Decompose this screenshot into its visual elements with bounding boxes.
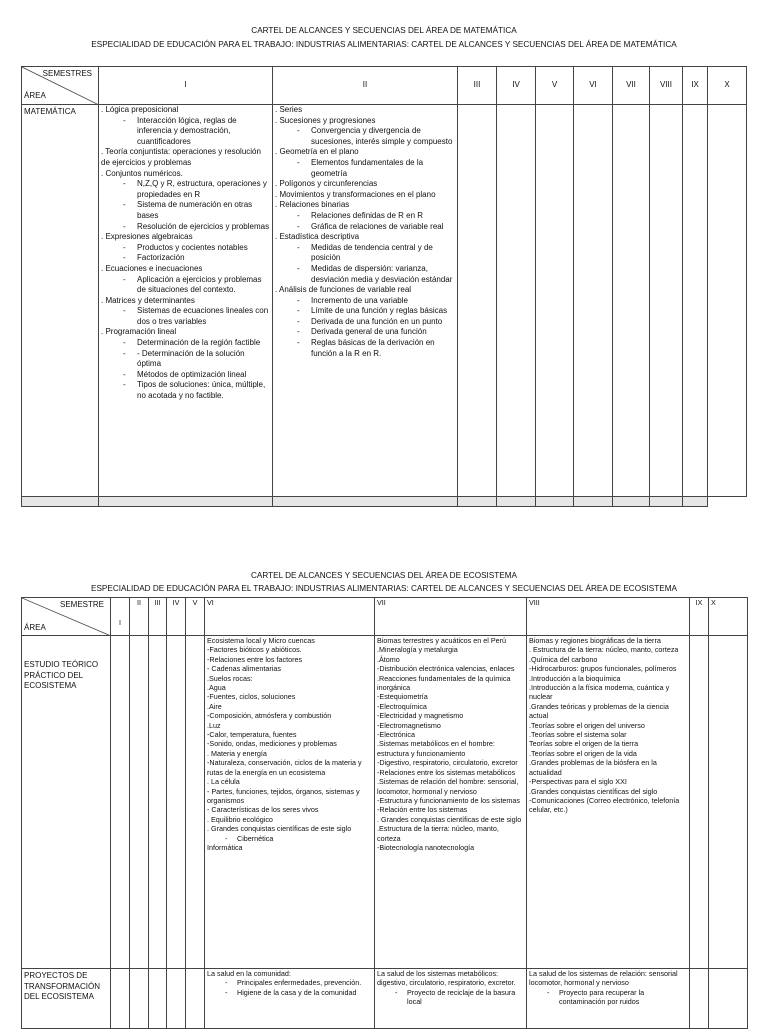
contents-semester-IX xyxy=(683,105,708,497)
empty-cell xyxy=(167,636,186,969)
topic: . Equilibrio ecológico xyxy=(207,814,273,824)
topic: .Grandes teóricas y problemas de la ciencia actual xyxy=(529,701,669,721)
empty-cell xyxy=(149,969,167,1029)
sub-topic: - Métodos de optimización lineal xyxy=(101,370,270,381)
topic: -Relación entre los sistemas xyxy=(377,805,468,815)
empty-cell xyxy=(186,636,205,969)
topic: .Introducción a la física moderna, cuántica y nuclear xyxy=(529,683,670,702)
sub-topic: - Determinación de la región factible xyxy=(101,338,270,349)
sub-topic: - Interacción lógica, reglas de inferencia y demostración, cuantificadores xyxy=(101,116,270,148)
topic: -Calor, temperatura, fuentes xyxy=(207,730,297,740)
empty-cell xyxy=(22,497,99,507)
proyectos-contents-VIII xyxy=(527,969,690,1029)
topic: .Teorías sobre el origen del universo xyxy=(529,720,645,730)
sub-topic: - Proyecto de reciclaje de la basura local xyxy=(377,988,524,1007)
semester-header-II: II xyxy=(273,67,458,105)
ecosistema-contents-VI xyxy=(205,636,375,969)
empty-cell xyxy=(458,497,497,507)
semester-header-VI: VI xyxy=(205,598,375,636)
topic: La salud de los sistemas metabólicos: digestivo, circulatorio, respiratorio, excretor. xyxy=(377,969,516,988)
empty-row xyxy=(22,497,747,507)
semestres-label: SEMESTRES xyxy=(42,69,92,78)
sub-topic: - Cibernética xyxy=(207,834,372,843)
semester-header-IV: IV xyxy=(497,67,536,105)
topic: -Estequiometría xyxy=(377,692,428,702)
semester-header-V: V xyxy=(186,598,205,636)
area-estudio-teorico: ESTUDIO TEÓRICO PRÁCTICO DEL ECOSISTEMA xyxy=(22,636,111,969)
semestre-area-header xyxy=(22,598,111,636)
contents-semester-X xyxy=(708,105,747,497)
topic: -Factores bióticos y abióticos. xyxy=(207,645,302,655)
topic: . Geometría en el plano xyxy=(275,147,359,157)
empty-cell xyxy=(167,969,186,1029)
topic: . Análisis de funciones de variable real xyxy=(275,285,412,295)
topic: -Estructura y funcionamiento de los sistemas xyxy=(377,795,521,805)
ecosistema-subtitle: ESPECIALIDAD DE EDUCACIÓN PARA EL TRABAJO: INDUSTRIAS ALIMENTARIAS: CARTEL DE ALCANCES Y SECUENCIAS DEL ÁREA DE ECOSISTEMA xyxy=(90,584,677,593)
empty-cell xyxy=(111,636,130,969)
area-label: ÁREA xyxy=(24,91,46,101)
topic: - Características de los seres vivos xyxy=(207,805,319,815)
sub-topic: - Aplicación a ejercicios y problemas de situaciones del contexto. xyxy=(101,275,270,296)
topic: .Introducción a la bioquímica xyxy=(529,673,621,683)
sub-topic: - Incremento de una variable xyxy=(275,296,455,307)
topic: .Luz xyxy=(207,720,221,730)
contents-semester-IV xyxy=(497,105,536,497)
topic: - Partes, funciones, tejidos, órganos, sistemas y organismos xyxy=(207,786,360,805)
ecosistema-title: CARTEL DE ALCANCES Y SECUENCIAS DEL ÁREA DE ECOSISTEMA xyxy=(250,571,518,580)
topic: . La célula xyxy=(207,777,240,787)
topic: . Series xyxy=(275,105,303,114)
sub-topic: - N,Z,Q y R, estructura, operaciones y propiedades en R xyxy=(101,179,270,200)
topic: -Sonido, ondas, mediciones y problemas xyxy=(207,739,337,749)
topic: . Expresiones algebraicas xyxy=(101,232,193,242)
sub-topic: - Sistemas de ecuaciones lineales con dos o tres variables xyxy=(101,306,270,327)
topic: . Matrices y determinantes xyxy=(101,295,195,305)
sub-topic: - Medidas de dispersión: varianza, desviación media y desviación estándar xyxy=(275,264,455,285)
topic: -Relaciones entre los sistemas metabólicos xyxy=(377,767,516,777)
topic: -Hidrocarburos: grupos funcionales, polímeros xyxy=(529,664,677,674)
semester-header-III: III xyxy=(458,67,497,105)
empty-cell xyxy=(130,969,149,1029)
semester-header-IX: IX xyxy=(683,67,708,105)
semester-header-VII: VII xyxy=(613,67,650,105)
empty-cell xyxy=(683,497,708,507)
topic: .Teorías sobre el sistema solar xyxy=(529,730,627,740)
topic: -Electrónica xyxy=(377,730,415,740)
sub-topic: - Factorización xyxy=(101,253,270,264)
topic: . Programación lineal xyxy=(101,327,177,337)
sub-topic: - Tipos de soluciones: única, múltiple, no acotada y no factible. xyxy=(101,380,270,401)
sub-topic: - Límite de una función y reglas básicas xyxy=(275,306,455,317)
topic: . Sucesiones y progresiones xyxy=(275,115,376,125)
sub-topic: - Principales enfermedades, prevención. xyxy=(207,978,372,987)
empty-cell xyxy=(99,497,273,507)
topic: . Conjuntos numéricos. xyxy=(101,168,183,178)
contents-semester-III xyxy=(458,105,497,497)
ecosistema-table xyxy=(21,597,748,1029)
semester-header-I: I xyxy=(99,67,273,105)
empty-cell xyxy=(650,497,683,507)
matematica-title: CARTEL DE ALCANCES Y SECUENCIAS DEL ÁREA DE MATEMÁTICA xyxy=(251,26,517,35)
topic: Biomas terrestres y acuáticos en el Perú xyxy=(377,636,507,645)
area-matematica: MATEMÁTICA xyxy=(22,105,99,497)
sub-topic: - Medidas de tendencia central y de posición xyxy=(275,243,455,264)
topic: . Lógica preposicional xyxy=(101,105,179,114)
empty-cell xyxy=(130,636,149,969)
semester-header-VIII: VIII xyxy=(650,67,683,105)
empty-cell xyxy=(536,497,574,507)
contents-semester-II xyxy=(273,105,458,497)
topic: -Composición, atmósfera y combustión xyxy=(207,711,332,721)
empty-cell xyxy=(709,969,748,1029)
contents-semester-I xyxy=(99,105,273,497)
sub-topic: - Sistema de numeración en otras bases xyxy=(101,200,270,221)
topic: . Materia y energía xyxy=(207,748,267,758)
ecosistema-contents-VIII xyxy=(527,636,690,969)
topic: La salud de los sistemas de relación: sensorial locomotor, hormonal y nervioso xyxy=(529,969,678,988)
topic: .Teorías sobre el origen de la vida xyxy=(529,748,637,758)
empty-cell xyxy=(497,497,536,507)
topic: .Agua xyxy=(207,683,226,693)
topic: -Naturaleza, conservación, ciclos de la materia y rutas de la energía en un ecosistema xyxy=(207,758,362,777)
topic: Biomas y regiones biográficas de la tierra xyxy=(529,636,661,645)
semester-header-V: V xyxy=(536,67,574,105)
topic: -Digestivo, respiratorio, circulatorio, excretor xyxy=(377,758,518,768)
topic: -Relaciones entre los factores xyxy=(207,654,303,664)
semester-header-X: X xyxy=(709,598,748,636)
sub-topic: - Relaciones definidas de R en R xyxy=(275,211,455,222)
sub-topic: - Gráfica de relaciones de variable real xyxy=(275,222,455,233)
sub-topic: - Productos y cocientes notables xyxy=(101,243,270,254)
topic: .Mineralogía y metalurgia xyxy=(377,645,458,655)
contents-semester-VII xyxy=(613,105,650,497)
topic: .Grandes conquistas científicas del siglo xyxy=(529,786,658,796)
topic: - Cadenas alimentarias xyxy=(207,664,281,674)
topic: .Química del carbono xyxy=(529,654,598,664)
topic: Teorías sobre el origen de la tierra xyxy=(529,739,639,749)
proyectos-contents-VII xyxy=(375,969,527,1029)
sub-topic: - Derivada de una función en un punto xyxy=(275,317,455,328)
ecosistema-contents-VII xyxy=(375,636,527,969)
topic: Ecosistema local y Micro cuencas xyxy=(207,636,315,645)
topic: .Aire xyxy=(207,701,222,711)
matematica-table xyxy=(21,66,747,507)
semester-header-VIII: VIII xyxy=(527,598,690,636)
semestre-label: SEMESTRE xyxy=(59,600,104,609)
proyectos-contents-VI xyxy=(205,969,375,1029)
contents-semester-V xyxy=(536,105,574,497)
topic: .Estructura de la tierra: núcleo, manto, corteza xyxy=(377,824,499,843)
topic: -Perspectivas para el siglo XXI xyxy=(529,777,627,787)
empty-cell xyxy=(186,969,205,1029)
semester-header-IV: IV xyxy=(167,598,186,636)
sub-topic: - Derivada general de una función xyxy=(275,327,455,338)
empty-cell xyxy=(690,969,709,1029)
semester-header-VI: VI xyxy=(574,67,613,105)
empty-cell xyxy=(149,636,167,969)
sub-topic: - Reglas básicas de la derivación en función a la R en R. xyxy=(275,338,455,359)
contents-semester-VI xyxy=(574,105,613,497)
topic: -Electroquímica xyxy=(377,701,427,711)
topic: Informática xyxy=(207,842,243,852)
semester-header-X: X xyxy=(708,67,747,105)
topic: -Electromagnetismo xyxy=(377,720,441,730)
semestres-area-header xyxy=(22,67,99,105)
topic: -Electricidad y magnetismo xyxy=(377,711,464,721)
topic: -Biotecnología nanotecnología xyxy=(377,842,475,852)
topic: . Relaciones binarias xyxy=(275,200,350,210)
topic: . Estructura de la tierra: núcleo, manto, corteza xyxy=(529,645,679,655)
sub-topic: - - Determinación de la solución óptima xyxy=(101,349,270,370)
sub-topic: - Resolución de ejercicios y problemas xyxy=(101,222,270,233)
area-label: ÁREA xyxy=(24,623,46,632)
topic: . Ecuaciones e inecuaciones xyxy=(101,263,203,273)
empty-cell xyxy=(709,636,748,969)
empty-cell xyxy=(111,969,130,1029)
topic: .Grandes problemas de la biósfera en la actualidad xyxy=(529,758,657,777)
topic: .Sistemas de relación del hombre: sensorial, locomotor, hormonal y nervioso xyxy=(377,777,519,796)
empty-cell xyxy=(613,497,650,507)
sub-topic: - Convergencia y divergencia de sucesiones, interés simple y compuesto xyxy=(275,126,455,147)
topic: .Suelos rocas: xyxy=(207,673,253,683)
semester-header-II: II xyxy=(130,598,149,636)
contents-semester-VIII xyxy=(650,105,683,497)
topic: -Distribución electrónica valencias, enlaces xyxy=(377,664,515,674)
topic: . Movimientos y transformaciones en el plano xyxy=(275,189,436,199)
topic: . Estadística descriptiva xyxy=(275,232,360,242)
sub-topic: - Higiene de la casa y de la comunidad xyxy=(207,988,372,997)
topic: La salud en la comunidad: xyxy=(207,969,291,978)
topic: -Fuentes, ciclos, soluciones xyxy=(207,692,296,702)
sub-topic: - Proyecto para recuperar la contaminación por ruidos xyxy=(529,988,687,1007)
semester-header-I: I xyxy=(111,598,130,636)
topic: . Teoría conjuntista: operaciones y resolución de ejercicios y problemas xyxy=(101,147,261,167)
sub-topic: - Elementos fundamentales de la geometría xyxy=(275,158,455,179)
topic: -Comunicaciones (Correo electrónico, telefonía celular, etc.) xyxy=(529,795,680,815)
topic: . Polígonos y circunferencias xyxy=(275,179,378,189)
semester-header-VII: VII xyxy=(375,598,527,636)
empty-cell xyxy=(690,636,709,969)
semester-header-IX: IX xyxy=(690,598,709,636)
topic: .Sistemas metabólicos en el hombre: estructura y funcionamiento xyxy=(377,739,495,758)
area-proyectos: PROYECTOS DE TRANSFORMACIÓN DEL ECOSISTEMA xyxy=(22,969,111,1029)
topic: .Reacciones fundamentales de la química inorgánica xyxy=(377,673,511,693)
topic: . Grandes conquistas científicas de este siglo xyxy=(377,814,522,824)
empty-cell xyxy=(273,497,458,507)
matematica-subtitle: ESPECIALIDAD DE EDUCACIÓN PARA EL TRABAJO: INDUSTRIAS ALIMENTARIAS: CARTEL DE ALCANCES Y SECUENCIAS DEL ÁREA DE MATEMÁTICA xyxy=(91,40,677,49)
empty-cell xyxy=(574,497,613,507)
topic: . Grandes conquistas científicas de este siglo xyxy=(207,824,352,834)
topic: .Átomo xyxy=(377,654,400,664)
semester-header-III: III xyxy=(149,598,167,636)
